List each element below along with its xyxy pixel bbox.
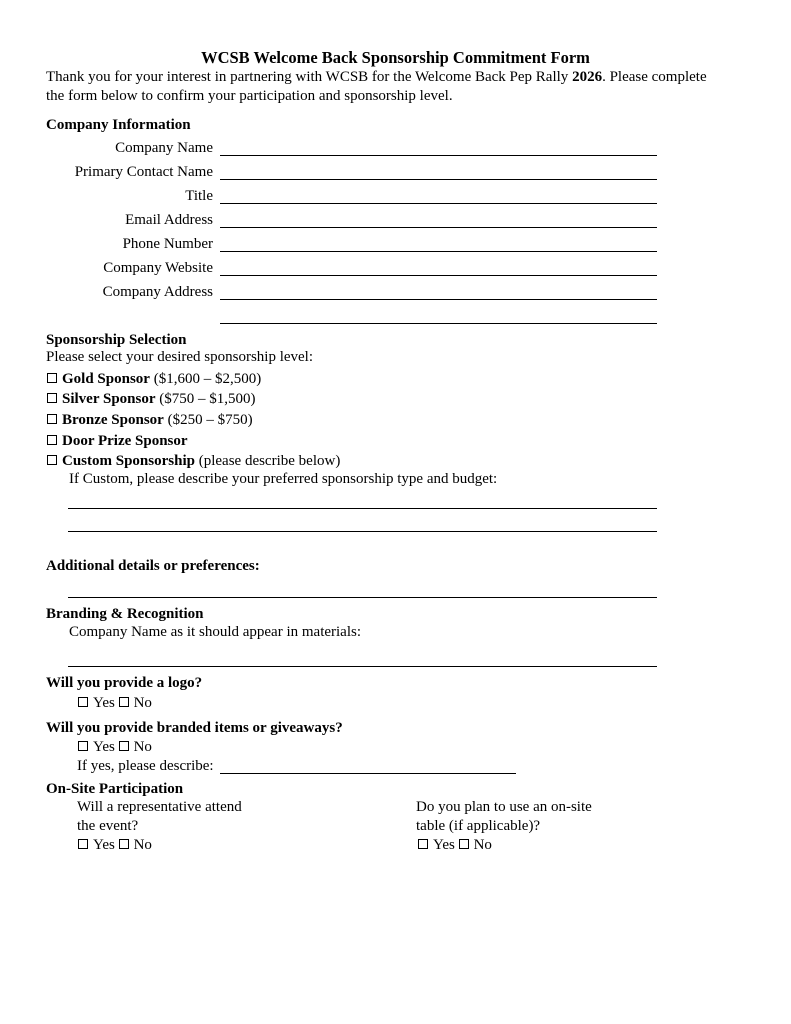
company-name-label: Company Name — [115, 140, 213, 156]
option-door-prize[interactable] — [47, 434, 188, 449]
items-yes-checkbox[interactable] — [78, 741, 88, 751]
contact-name-field[interactable] — [220, 179, 657, 180]
door-prize-checkbox[interactable] — [47, 435, 57, 445]
intro-line-1 — [46, 70, 707, 85]
logo-no-label: No — [133, 695, 152, 711]
custom-prompt: If Custom, please describe your preferred sponsorship type and budget: — [69, 471, 498, 487]
logo-question: Will you provide a logo? — [46, 675, 203, 691]
branding-name-field[interactable] — [68, 666, 657, 667]
logo-yes-label: Yes — [93, 695, 115, 711]
title-label: Title — [185, 188, 213, 204]
option-door-prize-name: Door Prize Sponsor — [62, 433, 188, 449]
address-field-line-2[interactable] — [220, 323, 657, 324]
option-custom-detail: (please describe below) — [194, 453, 341, 469]
sponsorship-heading: Sponsorship Selection — [46, 332, 187, 348]
attend-yes-label: Yes — [93, 837, 115, 853]
logo-options — [78, 696, 152, 711]
onsite-q2-options — [418, 838, 492, 853]
table-no-checkbox[interactable] — [459, 839, 469, 849]
table-yes-checkbox[interactable] — [418, 839, 428, 849]
attend-no-checkbox[interactable] — [119, 839, 129, 849]
phone-label: Phone Number — [122, 236, 213, 252]
option-silver-name: Silver Sponsor — [62, 391, 156, 407]
table-yes-label: Yes — [433, 837, 455, 853]
onsite-q1-line-1: Will a representative attend — [77, 799, 242, 815]
items-options — [78, 740, 152, 755]
silver-checkbox[interactable] — [47, 393, 57, 403]
items-describe-field[interactable] — [220, 773, 516, 774]
form-title: WCSB Welcome Back Sponsorship Commitment Form — [201, 48, 590, 67]
option-gold-detail: ($1,600 – $2,500) — [149, 371, 262, 387]
company-name-field[interactable] — [220, 155, 657, 156]
custom-description-line-1[interactable] — [68, 508, 657, 509]
onsite-q2-line-1: Do you plan to use an on-site — [416, 799, 592, 815]
title-field[interactable] — [220, 203, 657, 204]
intro-text-b: . Please complete — [602, 69, 707, 85]
attend-yes-checkbox[interactable] — [78, 839, 88, 849]
items-describe-label: If yes, please describe: — [77, 758, 214, 774]
items-no-label: No — [133, 739, 152, 755]
custom-description-line-2[interactable] — [68, 531, 657, 532]
table-no-label: No — [473, 837, 492, 853]
option-bronze-detail: ($250 – $750) — [163, 412, 253, 428]
phone-field[interactable] — [220, 251, 657, 252]
logo-no-checkbox[interactable] — [119, 697, 129, 707]
option-silver-detail: ($750 – $1,500) — [155, 391, 256, 407]
onsite-q1-line-2: the event? — [77, 818, 139, 834]
attend-no-label: No — [133, 837, 152, 853]
branding-heading: Branding & Recognition — [46, 606, 204, 622]
intro-year: 2026 — [572, 69, 603, 85]
items-no-checkbox[interactable] — [119, 741, 129, 751]
items-yes-label: Yes — [93, 739, 115, 755]
contact-name-label: Primary Contact Name — [74, 164, 213, 180]
option-gold[interactable] — [47, 372, 261, 387]
option-custom-name: Custom Sponsorship — [62, 453, 195, 469]
additional-heading: Additional details or preferences: — [46, 558, 260, 574]
option-silver[interactable] — [47, 392, 256, 407]
onsite-heading: On-Site Participation — [46, 781, 184, 797]
branding-name-prompt: Company Name as it should appear in materials: — [69, 624, 362, 640]
bronze-checkbox[interactable] — [47, 414, 57, 424]
option-bronze[interactable] — [47, 413, 253, 428]
address-label: Company Address — [102, 284, 213, 300]
items-question: Will you provide branded items or giveaways? — [46, 720, 343, 736]
email-field[interactable] — [220, 227, 657, 228]
custom-checkbox[interactable] — [47, 455, 57, 465]
address-field-line-1[interactable] — [220, 299, 657, 300]
sponsorship-prompt: Please select your desired sponsorship level: — [46, 349, 314, 365]
logo-yes-checkbox[interactable] — [78, 697, 88, 707]
option-bronze-name: Bronze Sponsor — [62, 412, 164, 428]
onsite-q2-line-2: table (if applicable)? — [416, 818, 541, 834]
email-label: Email Address — [125, 212, 213, 228]
option-gold-name: Gold Sponsor — [62, 371, 150, 387]
option-custom[interactable] — [47, 454, 340, 469]
onsite-q1-options — [78, 838, 152, 853]
additional-details-field[interactable] — [68, 597, 657, 598]
website-field[interactable] — [220, 275, 657, 276]
intro-text-a: Thank you for your interest in partnering with WCSB for the Welcome Back Pep Rally — [46, 69, 573, 85]
website-label: Company Website — [103, 260, 213, 276]
gold-checkbox[interactable] — [47, 373, 57, 383]
intro-line-2: the form below to confirm your participation and sponsorship level. — [46, 88, 453, 104]
company-info-heading: Company Information — [46, 117, 191, 133]
